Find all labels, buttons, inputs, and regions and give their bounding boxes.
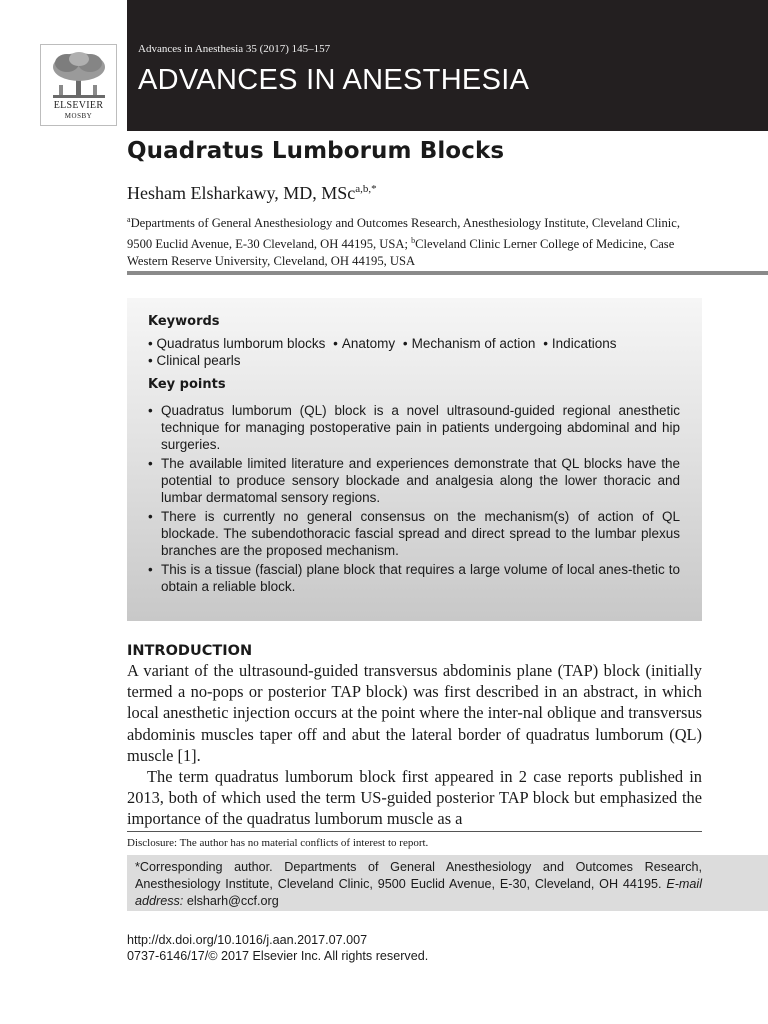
journal-title: ADVANCES IN ANESTHESIA (138, 64, 530, 96)
key-point-item: • There is currently no general consensus on the mechanism(s) of action of QL blockade. The subendothoracic fascial spread and direct spread to the lumbar plexus branches are the proposed mechanism. (148, 508, 680, 559)
email-label: E-mail address: (135, 877, 702, 908)
keyword-bullet: • (333, 336, 338, 351)
keywords-list (148, 335, 680, 369)
introduction-body (127, 660, 702, 830)
keyword-bullet: • (543, 336, 548, 351)
keyword-item: Mechanism of action (411, 336, 536, 351)
keyword-bullet: • (148, 353, 153, 368)
affil-a-mark: a (127, 215, 131, 224)
key-points-list (148, 402, 680, 595)
intro-paragraph: The term quadratus lumborum block first appeared in 2 case reports published in 2013, both of which used the term US-guided posterior TAP block but emphasized the importance of the quadratus lumborum muscle as a (127, 767, 702, 829)
doi-block (127, 932, 428, 964)
email-link[interactable]: elsharh@ccf.org (186, 894, 279, 908)
key-point-item: • The available limited literature and experiences demonstrate that QL blocks have the potential to produce sensory blockade and analgesia along the lower thoracic and lumbar dermatomal sensory regions. (148, 455, 680, 506)
key-point-item: • This is a tissue (fascial) plane block that requires a large volume of local anes-thetic to obtain a reliable block. (148, 561, 680, 595)
footnote-divider (127, 831, 702, 832)
affil-b-mark: b (411, 236, 416, 246)
affil-a: Departments of General Anesthesiology and Outcomes Research, Anesthesiology Institute, Cleveland Clinic, 9500 Euclid Avenue, E-30 Cleveland, OH 44195, USA; (127, 216, 681, 252)
keyword-bullet: • (402, 336, 408, 351)
elsevier-tree-icon (47, 51, 111, 99)
author-name: Hesham Elsharkawy, MD, MSc (127, 183, 356, 203)
author-marks: a,b,* (355, 183, 377, 195)
keyword-item: Clinical pearls (156, 353, 241, 368)
publisher-logo-name: ELSEVIER (53, 100, 104, 111)
journal-citation: Advances in Anesthesia 35 (2017) 145–157 (138, 43, 331, 55)
article-title: Quadratus Lumborum Blocks (127, 138, 505, 164)
doi-link[interactable]: http://dx.doi.org/10.1016/j.aan.2017.07.007 (127, 933, 368, 947)
keyword-bullet: • (148, 336, 153, 351)
corresponding-text: *Corresponding author. Departments of General Anesthesiology and Outcomes Research, Anesthesiology Institute, Cleveland Clinic, 9500 Euclid Avenue, E-30, Cleveland, OH 44195. (135, 860, 702, 891)
intro-paragraph: A variant of the ultrasound-guided transversus abdominis plane (TAP) block (initially termed a no-pops or posterior TAP block) was first described in an abstract, in which local anesthetic injection occurs at the point where the inter-nal oblique and transversus abdominis muscles taper off and abut the lateral border of quadratus lumborum (QL) muscle [1]. (127, 661, 702, 765)
header-divider (127, 271, 768, 275)
author-line (127, 183, 377, 204)
affiliations (127, 211, 707, 270)
disclosure-note: Disclosure: The author has no material conflicts of interest to report. (127, 837, 429, 849)
keyword-item: Indications (551, 336, 617, 351)
keywords-box (127, 298, 702, 621)
introduction-heading: INTRODUCTION (127, 643, 253, 659)
key-point-item: • Quadratus lumborum (QL) block is a novel ultrasound-guided regional anesthetic technique for managing postoperative pain in patients undergoing abdominal and hip surgeries. (148, 402, 680, 453)
key-points-heading: Key points (148, 377, 226, 392)
affil-b: Cleveland Clinic Lerner College of Medicine, Case Western Reserve University, Cleveland, OH 44195, USA (127, 237, 675, 269)
keyword-item: Anatomy (341, 336, 396, 351)
corresponding-author-box (127, 855, 768, 911)
issn-copyright: 0737-6146/17/© 2017 Elsevier Inc. All rights reserved. (127, 949, 429, 963)
keyword-item: Quadratus lumborum blocks (156, 336, 326, 351)
publisher-logo-sub: MOSBY (64, 112, 93, 120)
journal-header (127, 0, 768, 131)
keywords-heading: Keywords (148, 314, 220, 329)
publisher-logo (40, 44, 117, 126)
